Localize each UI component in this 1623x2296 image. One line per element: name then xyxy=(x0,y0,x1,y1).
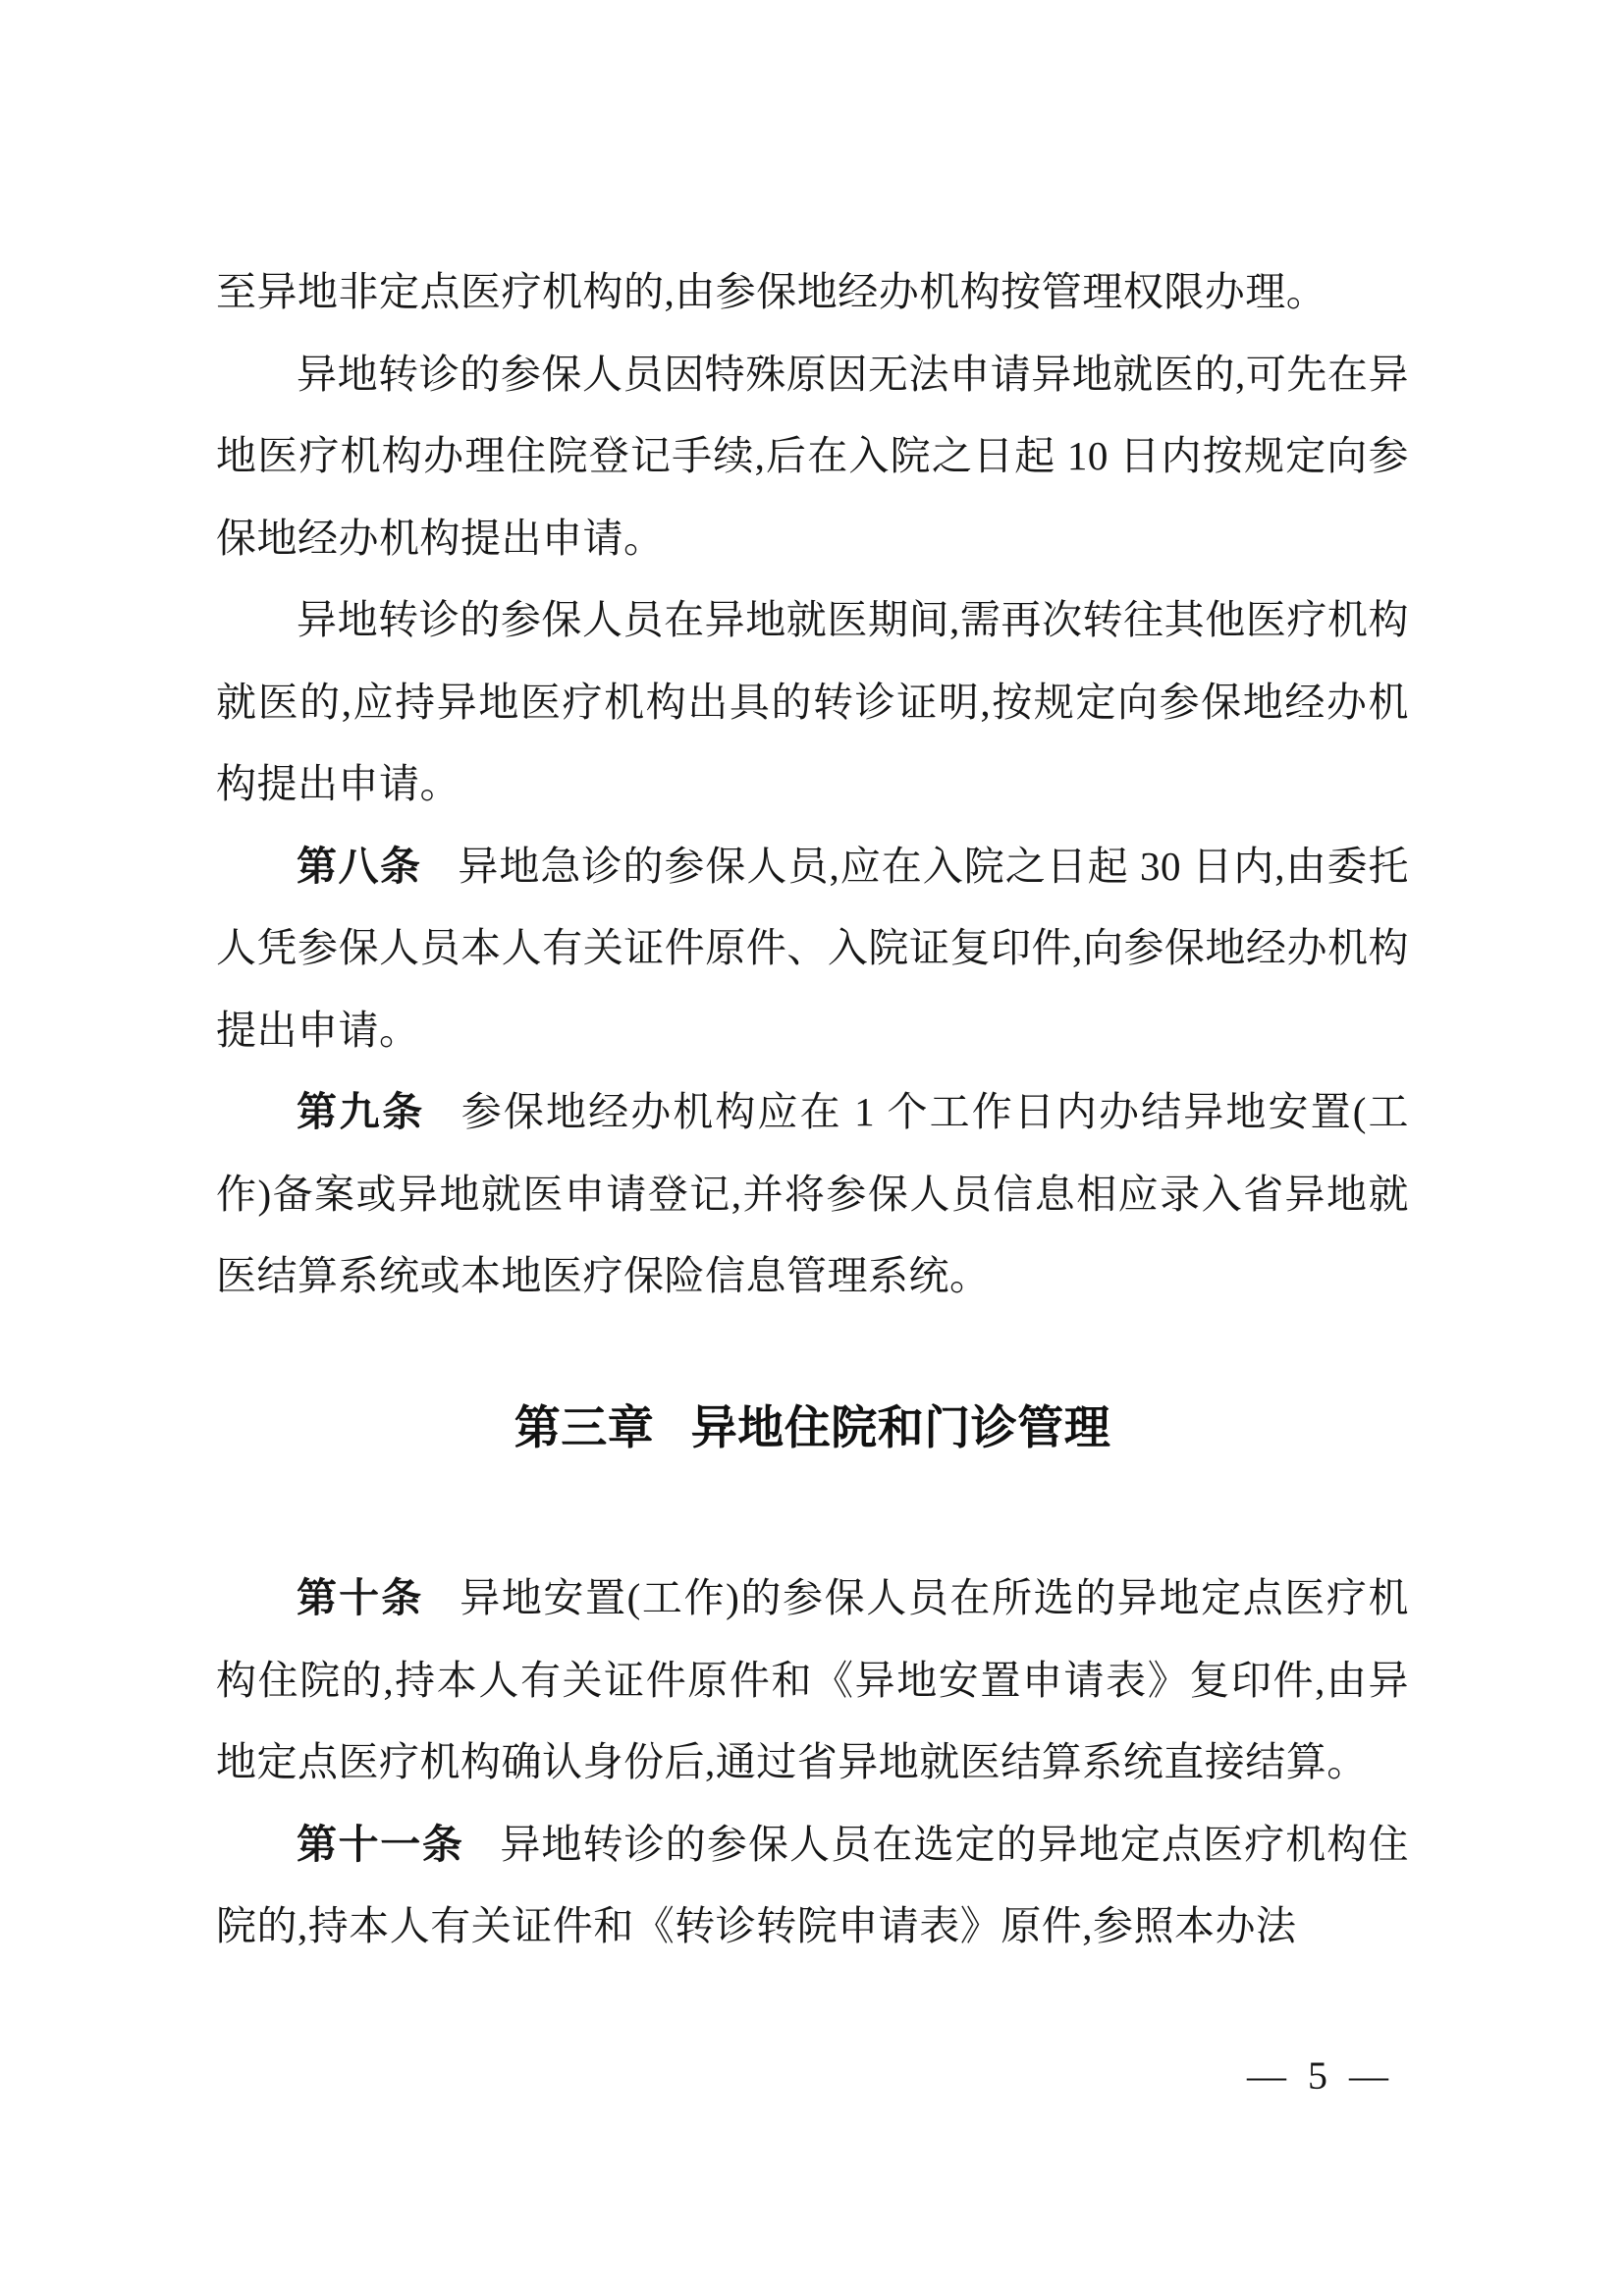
paragraph-article-8 xyxy=(216,826,1409,1072)
article-number-bold: 第八条 xyxy=(297,843,422,889)
document-body xyxy=(216,251,1409,1968)
page-number: — 5 — xyxy=(1247,2053,1394,2098)
chapter-number: 第三章 xyxy=(514,1400,655,1453)
paragraph-article-11 xyxy=(216,1804,1409,1968)
paragraph-article-10 xyxy=(216,1558,1409,1804)
paragraph: 异地转诊的参保人员因特殊原因无法申请异地就医的,可先在异地医疗机构办理住院登记手续,后在入院之日起 10 日内按规定向参保地经办机构提出申请。 xyxy=(216,351,1409,561)
paragraph-continuation: 至异地非定点医疗机构的,由参保地经办机构按管理权限办理。 xyxy=(216,269,1327,314)
chapter-heading xyxy=(216,1387,1409,1469)
paragraph-text: 异地安置(工作)的参保人员在所选的异地定点医疗机构住院的,持本人有关证件原件和《异地安置申请表》复印件,由异地定点医疗机构确认身份后,通过省异地就医结算系统直接结算。 xyxy=(216,1575,1409,1784)
paragraph-article-9 xyxy=(216,1071,1409,1318)
article-number-bold: 第十条 xyxy=(297,1575,424,1620)
paragraph: 异地转诊的参保人员在异地就医期间,需再次转往其他医疗机构就医的,应持异地医疗机构出具的转诊证明,按规定向参保地经办机构提出申请。 xyxy=(216,597,1409,806)
paragraph-text: 异地急诊的参保人员,应在入院之日起 30 日内,由委托人凭参保人员本人有关证件原件、入院证复印件,向参保地经办机构提出申请。 xyxy=(216,843,1410,1053)
chapter-title: 异地住院和门诊管理 xyxy=(690,1400,1111,1453)
article-number-bold: 第十一条 xyxy=(297,1821,464,1867)
paragraph-text: 异地转诊的参保人员在选定的异地定点医疗机构住院的,持本人有关证件和《转诊转院申请表》原件,参照本办法 xyxy=(216,1821,1410,1948)
article-number-bold: 第九条 xyxy=(297,1089,425,1134)
paragraph-text: 参保地经办机构应在 1 个工作日内办结异地安置(工作)备案或异地就医申请登记,并将参保人员信息相应录入省异地就医结算系统或本地医疗保险信息管理系统。 xyxy=(216,1089,1409,1298)
